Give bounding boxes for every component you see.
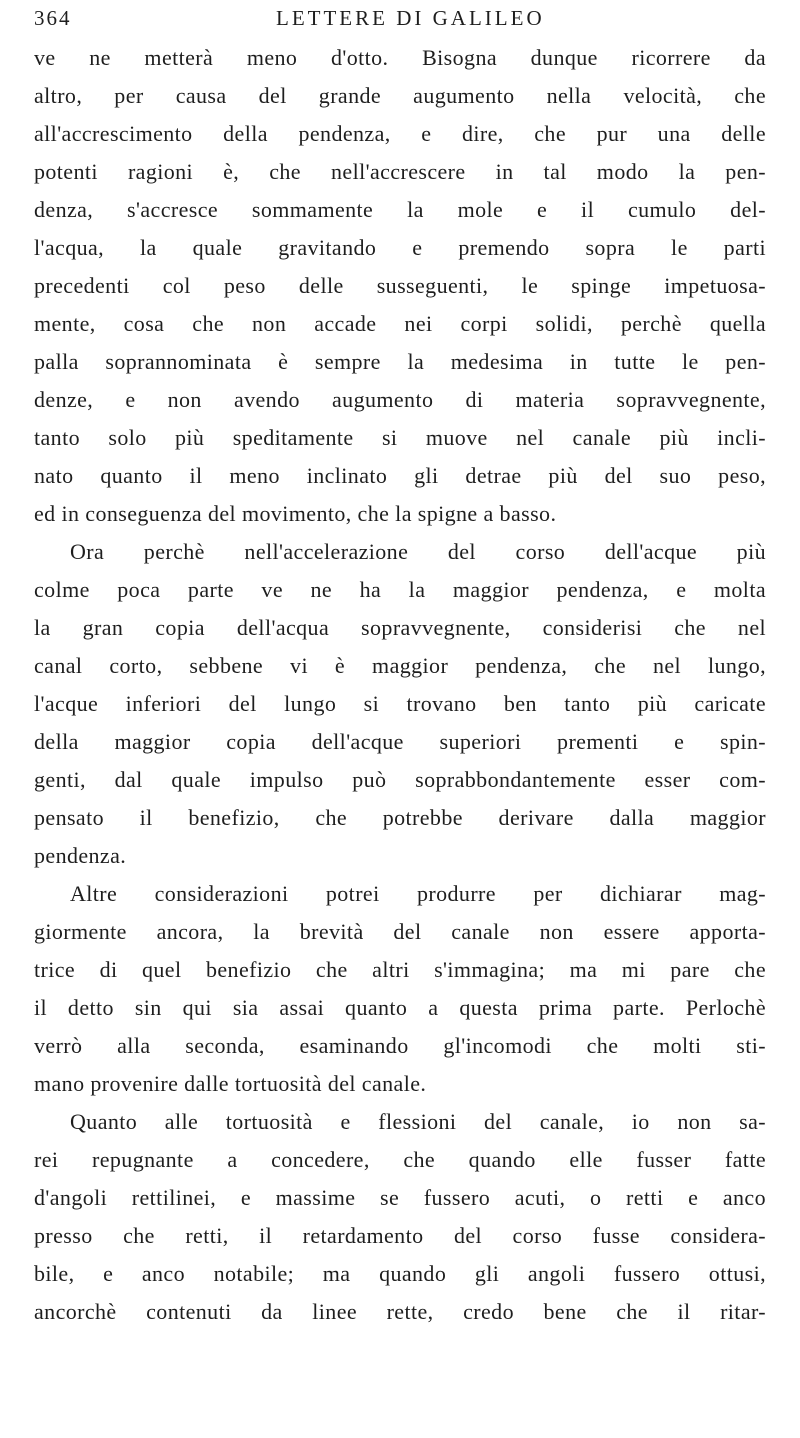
text-line: pendenza.: [34, 843, 127, 868]
text-line: denze, e non avendo augumento di materia sopravvegnente,: [34, 387, 766, 412]
text-line: tanto solo più speditamente si muove nel canale più incli-: [34, 425, 766, 450]
text-line: bile, e anco notabile; ma quando gli angoli fussero ottusi,: [34, 1261, 766, 1286]
text-line: canal corto, sebbene vi è maggior pendenza, che nel lungo,: [34, 653, 766, 678]
text-line: palla soprannominata è sempre la medesima in tutte le pen-: [34, 349, 766, 374]
text-line: l'acque inferiori del lungo si trovano ben tanto più caricate: [34, 691, 766, 716]
text-line: il detto sin qui sia assai quanto a questa prima parte. Perlochè: [34, 995, 766, 1020]
running-title: LETTERE DI GALILEO: [276, 6, 545, 30]
text-line: ve ne metterà meno d'otto. Bisogna dunque ricorrere da: [34, 45, 766, 70]
text-line: mente, cosa che non accade nei corpi solidi, perchè quella: [34, 311, 766, 336]
text-line: d'angoli rettilinei, e massime se fussero acuti, o retti e anco: [34, 1185, 766, 1210]
text-line: giormente ancora, la brevità del canale non essere apporta-: [34, 919, 766, 944]
text-line: la gran copia dell'acqua sopravvegnente, considerisi che nel: [34, 615, 766, 640]
text-line: trice di quel benefizio che altri s'immagina; ma mi pare che: [34, 957, 766, 982]
text-line: denza, s'accresce sommamente la mole e il cumulo del-: [34, 197, 766, 222]
body-text: [34, 39, 766, 1331]
text-line: l'acqua, la quale gravitando e premendo sopra le parti: [34, 235, 766, 260]
text-line: ancorchè contenuti da linee rette, credo bene che il ritar-: [34, 1299, 766, 1324]
running-head: [34, 6, 764, 36]
text-line: pensato il benefizio, che potrebbe derivare dalla maggior: [34, 805, 766, 830]
text-line: della maggior copia dell'acque superiori prementi e spin-: [34, 729, 766, 754]
page-number: 364: [34, 6, 72, 30]
text-line: Quanto alle tortuosità e flessioni del canale, io non sa-: [70, 1109, 766, 1134]
text-line: presso che retti, il retardamento del corso fusse considera-: [34, 1223, 766, 1248]
text-line: mano provenire dalle tortuosità del canale.: [34, 1071, 427, 1096]
text-line: ed in conseguenza del movimento, che la spigne a basso.: [34, 501, 557, 526]
text-line: verrò alla seconda, esaminando gl'incomodi che molti sti-: [34, 1033, 766, 1058]
text-line: precedenti col peso delle susseguenti, le spinge impetuosa-: [34, 273, 766, 298]
text-line: nato quanto il meno inclinato gli detrae più del suo peso,: [34, 463, 766, 488]
text-line: altro, per causa del grande augumento nella velocità, che: [34, 83, 766, 108]
text-line: colme poca parte ve ne ha la maggior pendenza, e molta: [34, 577, 766, 602]
text-line: Ora perchè nell'accelerazione del corso dell'acque più: [70, 539, 766, 564]
text-line: rei repugnante a concedere, che quando elle fusser fatte: [34, 1147, 766, 1172]
text-line: Altre considerazioni potrei produrre per dichiarar mag-: [70, 881, 766, 906]
text-line: all'accrescimento della pendenza, e dire, che pur una delle: [34, 121, 766, 146]
text-line: potenti ragioni è, che nell'accrescere in tal modo la pen-: [34, 159, 766, 184]
text-line: genti, dal quale impulso può soprabbondantemente esser com-: [34, 767, 766, 792]
